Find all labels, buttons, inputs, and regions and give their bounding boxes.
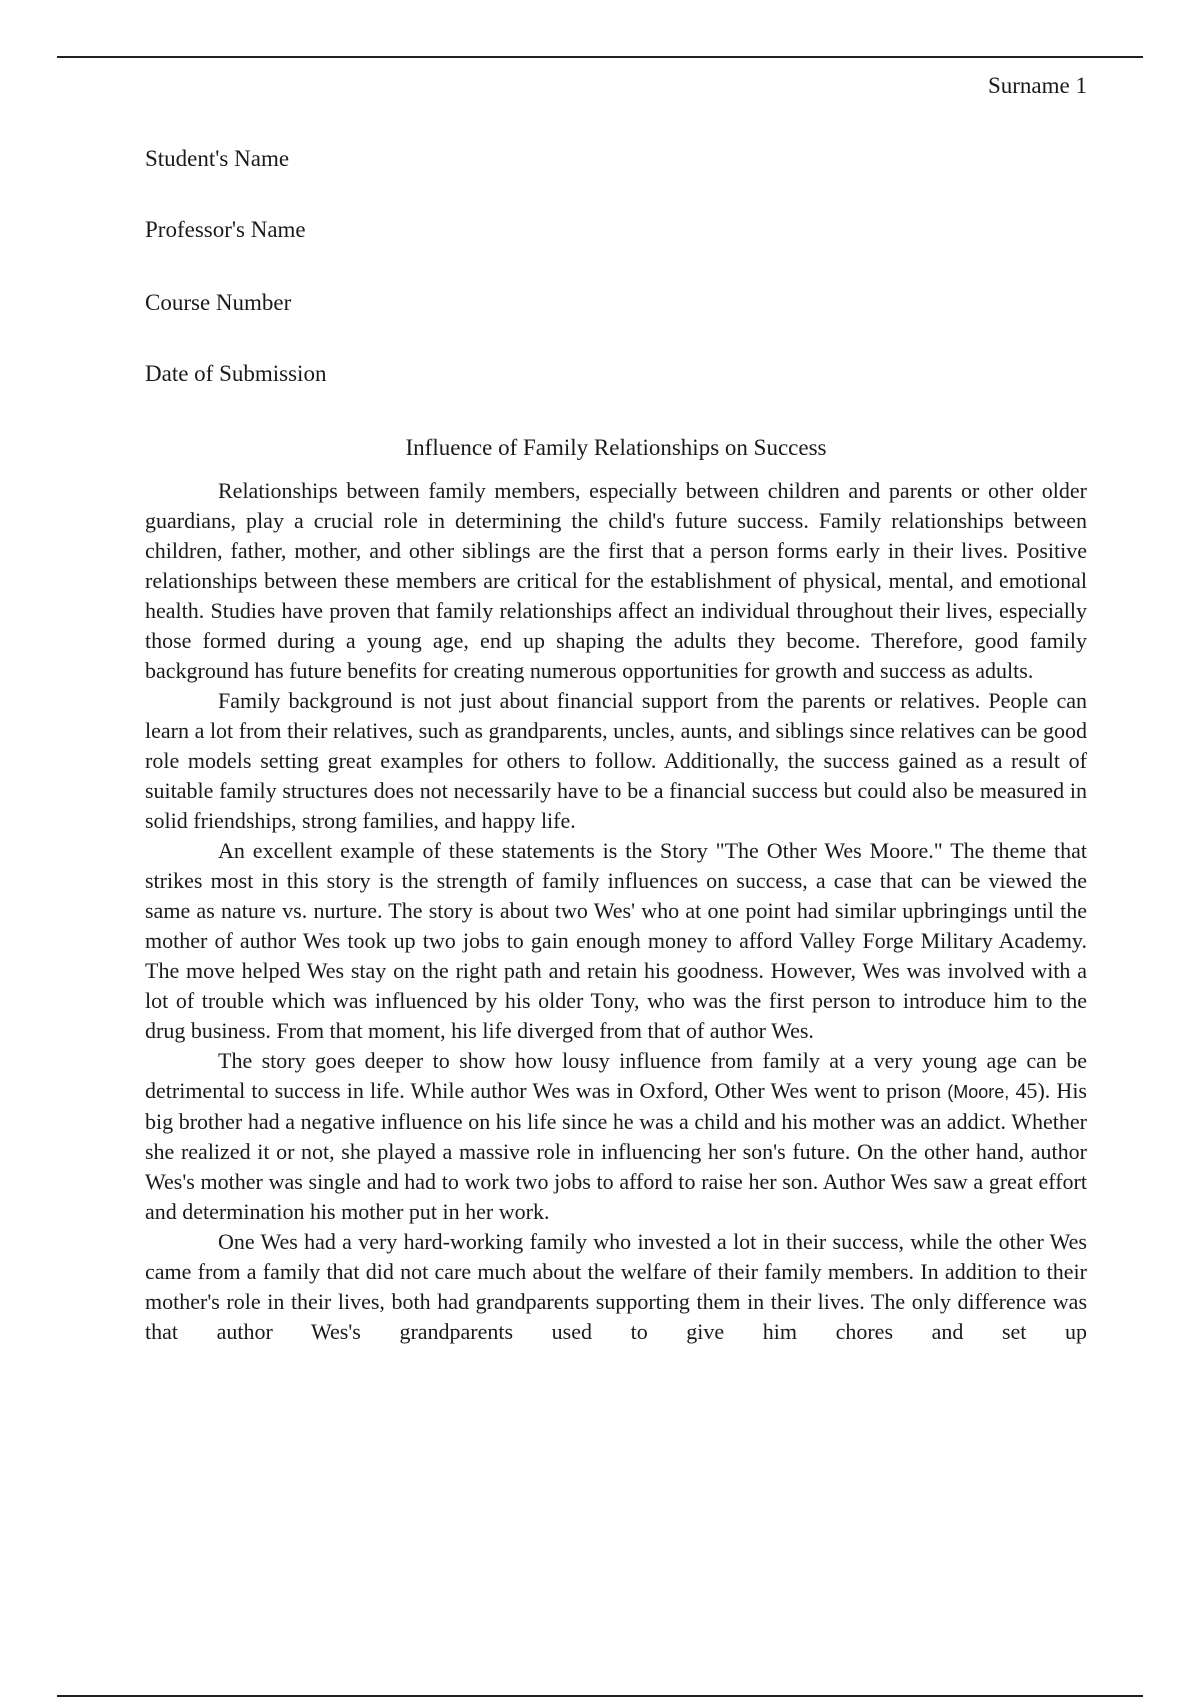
paragraph-5: One Wes had a very hard-working family who invested a lot in their success, while the other Wes came from a family that did not care much about the welfare of their family members. In addition to their mother's role in their lives, both had grandparents supporting them in their lives. The only difference was that author Wes's grandparents used to give him chores and set up [145,1229,1087,1344]
paragraph-4-text-a: The story goes deeper to show how lousy influence from family at a very young age can be detrimental to success in life. While author Wes was in Oxford, Other Wes went to prison [145,1048,1087,1103]
paragraph-4 [145,1046,1087,1227]
paragraph-2: Family background is not just about financial support from the parents or relatives. People can learn a lot from their relatives, such as grandparents, uncles, aunts, and siblings since relatives can be good role models setting great examples for others to follow. Additionally, the success gained as a result of suitable family structures does not necessarily have to be a financial success but could also be measured in solid friendships, strong families, and happy life. [145,688,1087,833]
submission-date: Date of Submission [145,361,327,386]
bottom-rule [57,1695,1143,1697]
running-head: Surname 1 [987,73,1087,98]
paragraph-3: An excellent example of these statements is the Story "The Other Wes Moore." The theme that strikes most in this story is the strength of family influences on success, a case that can be viewed the same as nature vs. nurture. The story is about two Wes' who at one point had similar upbringings until the mother of author Wes took up two jobs to gain enough money to afford Valley Forge Military Academy. The move helped Wes stay on the right path and retain his goodness. However, Wes was involved with a lot of trouble which was influenced by his older Tony, who was the first person to introduce him to the drug business. From that moment, his life diverged from that of author Wes. [145,838,1087,1043]
top-rule [57,56,1143,58]
paragraph-1: Relationships between family members, especially between children and parents or other older guardians, play a crucial role in determining the child's future success. Family relationships between children, father, mother, and other siblings are the first that a person forms early in their lives. Positive relationships between these members are critical for the establishment of physical, mental, and emotional health. Studies have proven that family relationships affect an individual throughout their lives, especially those formed during a young age, end up shaping the adults they become. Therefore, good family background has future benefits for creating numerous opportunities for growth and success as adults. [145,478,1087,683]
essay-body [145,476,1087,1347]
citation: (Moore, [947,1082,1010,1102]
professor-name: Professor's Name [145,217,306,242]
paragraph-4-text-b: 45). His big brother had a negative influence on his life since he was a child and his mother was an addict. Whether she realized it or not, she played a massive role in influencing her son's future. On the other hand, author Wes's mother was single and had to work two jobs to afford to raise her son. Author Wes saw a great effort and determination his mother put in her work. [145,1078,1087,1224]
course-number: Course Number [145,290,292,315]
student-name: Student's Name [145,146,290,171]
essay-title: Influence of Family Relationships on Success [405,435,827,460]
